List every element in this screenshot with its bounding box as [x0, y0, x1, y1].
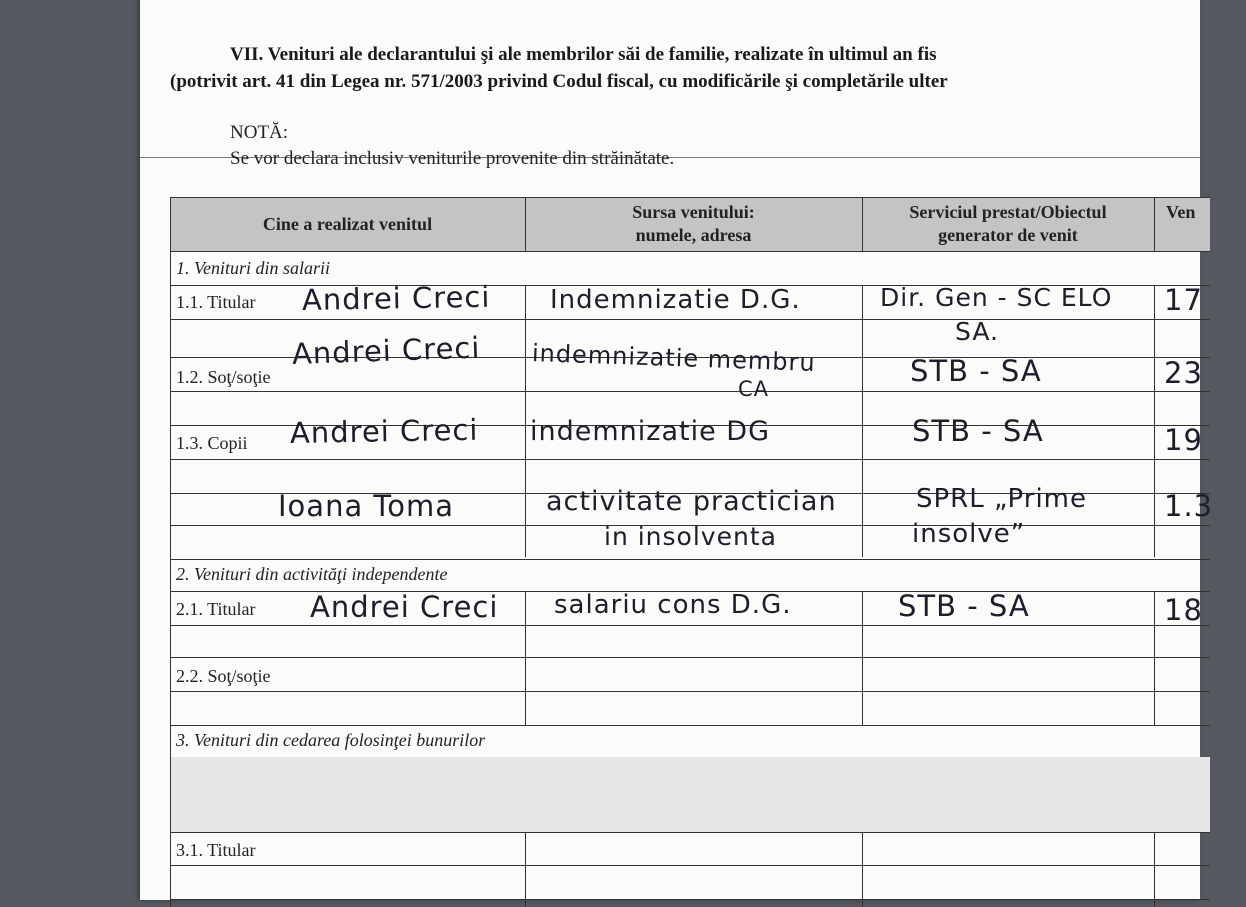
section-title: VII. Venituri ale declarantului şi ale membrilor săi de familie, realizate în ultimul an fis	[230, 44, 937, 65]
header-source-line1: Sursa venitului:	[632, 202, 755, 222]
row-label-1-2: 1.2. Soţ/soţie	[176, 367, 271, 387]
handwritten-service: SA.	[955, 317, 999, 346]
handwritten-source: CA	[738, 377, 770, 401]
table-line	[1154, 591, 1155, 725]
table-line	[525, 832, 526, 907]
table-line	[862, 832, 863, 907]
handwritten-source: salariu cons D.G.	[554, 590, 792, 620]
header-service-line1: Serviciul prestat/Obiectul	[909, 202, 1107, 222]
document-page	[140, 0, 1214, 900]
row-label-3-1: 3.1. Titular	[176, 840, 256, 860]
row-label-1-1: 1.1. Titular	[176, 292, 256, 312]
row-label-2-2: 2.2. Soţ/soţie	[176, 666, 271, 686]
table-line	[170, 391, 1210, 392]
table-line	[862, 591, 863, 725]
table-line	[170, 251, 1210, 252]
row-label-1-3: 1.3. Copii	[176, 433, 248, 453]
table-line	[170, 197, 171, 907]
header-amount: Ven	[1166, 202, 1196, 222]
table-line	[525, 285, 526, 557]
handwritten-service: SPRL „Prime	[916, 484, 1087, 514]
handwritten-source: indemnizatie DG	[530, 416, 770, 447]
handwritten-service: STB - SA	[912, 414, 1044, 448]
header-service-line2: generator de venit	[938, 225, 1078, 245]
handwritten-source: activitate practician	[546, 486, 837, 517]
header-service	[862, 201, 1154, 247]
viewer-background	[0, 0, 140, 900]
section-label-property-use: 3. Venituri din cedarea folosinţei bunurilor	[176, 730, 486, 750]
header-who: Cine a realizat venitul	[262, 214, 433, 234]
handwritten-name: Andrei Creci	[301, 279, 491, 317]
table-line	[525, 197, 526, 251]
handwritten-name: Andrei Creci	[291, 330, 481, 371]
handwritten-service: insolve”	[912, 519, 1026, 549]
table-line	[1154, 832, 1155, 907]
table-line	[170, 865, 1210, 866]
table-line	[1154, 197, 1155, 251]
header-source	[525, 201, 862, 247]
section-label-salaries: 1. Venituri din salarii	[176, 258, 331, 278]
table-line	[1154, 285, 1155, 557]
handwritten-source: Indemnizatie D.G.	[550, 285, 801, 315]
table-line	[170, 657, 1210, 658]
note-text: Se vor declara inclusiv veniturile provenite din străinătate.	[230, 148, 675, 169]
table-line	[170, 725, 1210, 726]
handwritten-amount: 19	[1164, 423, 1203, 457]
handwritten-service: Dir. Gen - SC ELO	[880, 283, 1113, 312]
table-line	[525, 591, 526, 725]
handwritten-amount: 17	[1164, 283, 1203, 317]
table-line	[862, 197, 863, 251]
handwritten-name: Ioana Toma	[278, 489, 454, 523]
handwritten-amount: 1.3	[1164, 489, 1214, 523]
section-subtitle: (potrivit art. 41 din Legea nr. 571/2003 privind Codul fiscal, cu modificările şi completările ulter	[170, 71, 948, 92]
note-heading: NOTĂ:	[230, 122, 289, 143]
table-line	[170, 691, 1210, 692]
handwritten-amount: 23	[1164, 356, 1203, 390]
section-label-independent: 2. Venituri din activităţi independente	[176, 564, 448, 584]
table-line	[170, 197, 1210, 198]
handwritten-service: STB - SA	[910, 354, 1042, 388]
section-3-shading	[170, 757, 1210, 832]
handwritten-service: STB - SA	[898, 589, 1030, 623]
header-source-line2: numele, adresa	[635, 225, 752, 245]
table-line	[170, 899, 1210, 900]
table-line	[862, 285, 863, 557]
handwritten-source: in insolventa	[604, 522, 777, 551]
table-line	[170, 832, 1210, 833]
row-label-2-1: 2.1. Titular	[176, 599, 256, 619]
handwritten-name: Andrei Creci	[310, 590, 499, 624]
income-table	[170, 197, 1214, 907]
table-line	[170, 459, 1210, 460]
handwritten-source: indemnizatie membru	[531, 339, 817, 377]
handwritten-name: Andrei Creci	[289, 412, 479, 450]
table-line	[170, 319, 1210, 320]
table-line	[170, 559, 1210, 560]
handwritten-amount: 18	[1164, 593, 1203, 627]
table-line	[170, 625, 1210, 626]
